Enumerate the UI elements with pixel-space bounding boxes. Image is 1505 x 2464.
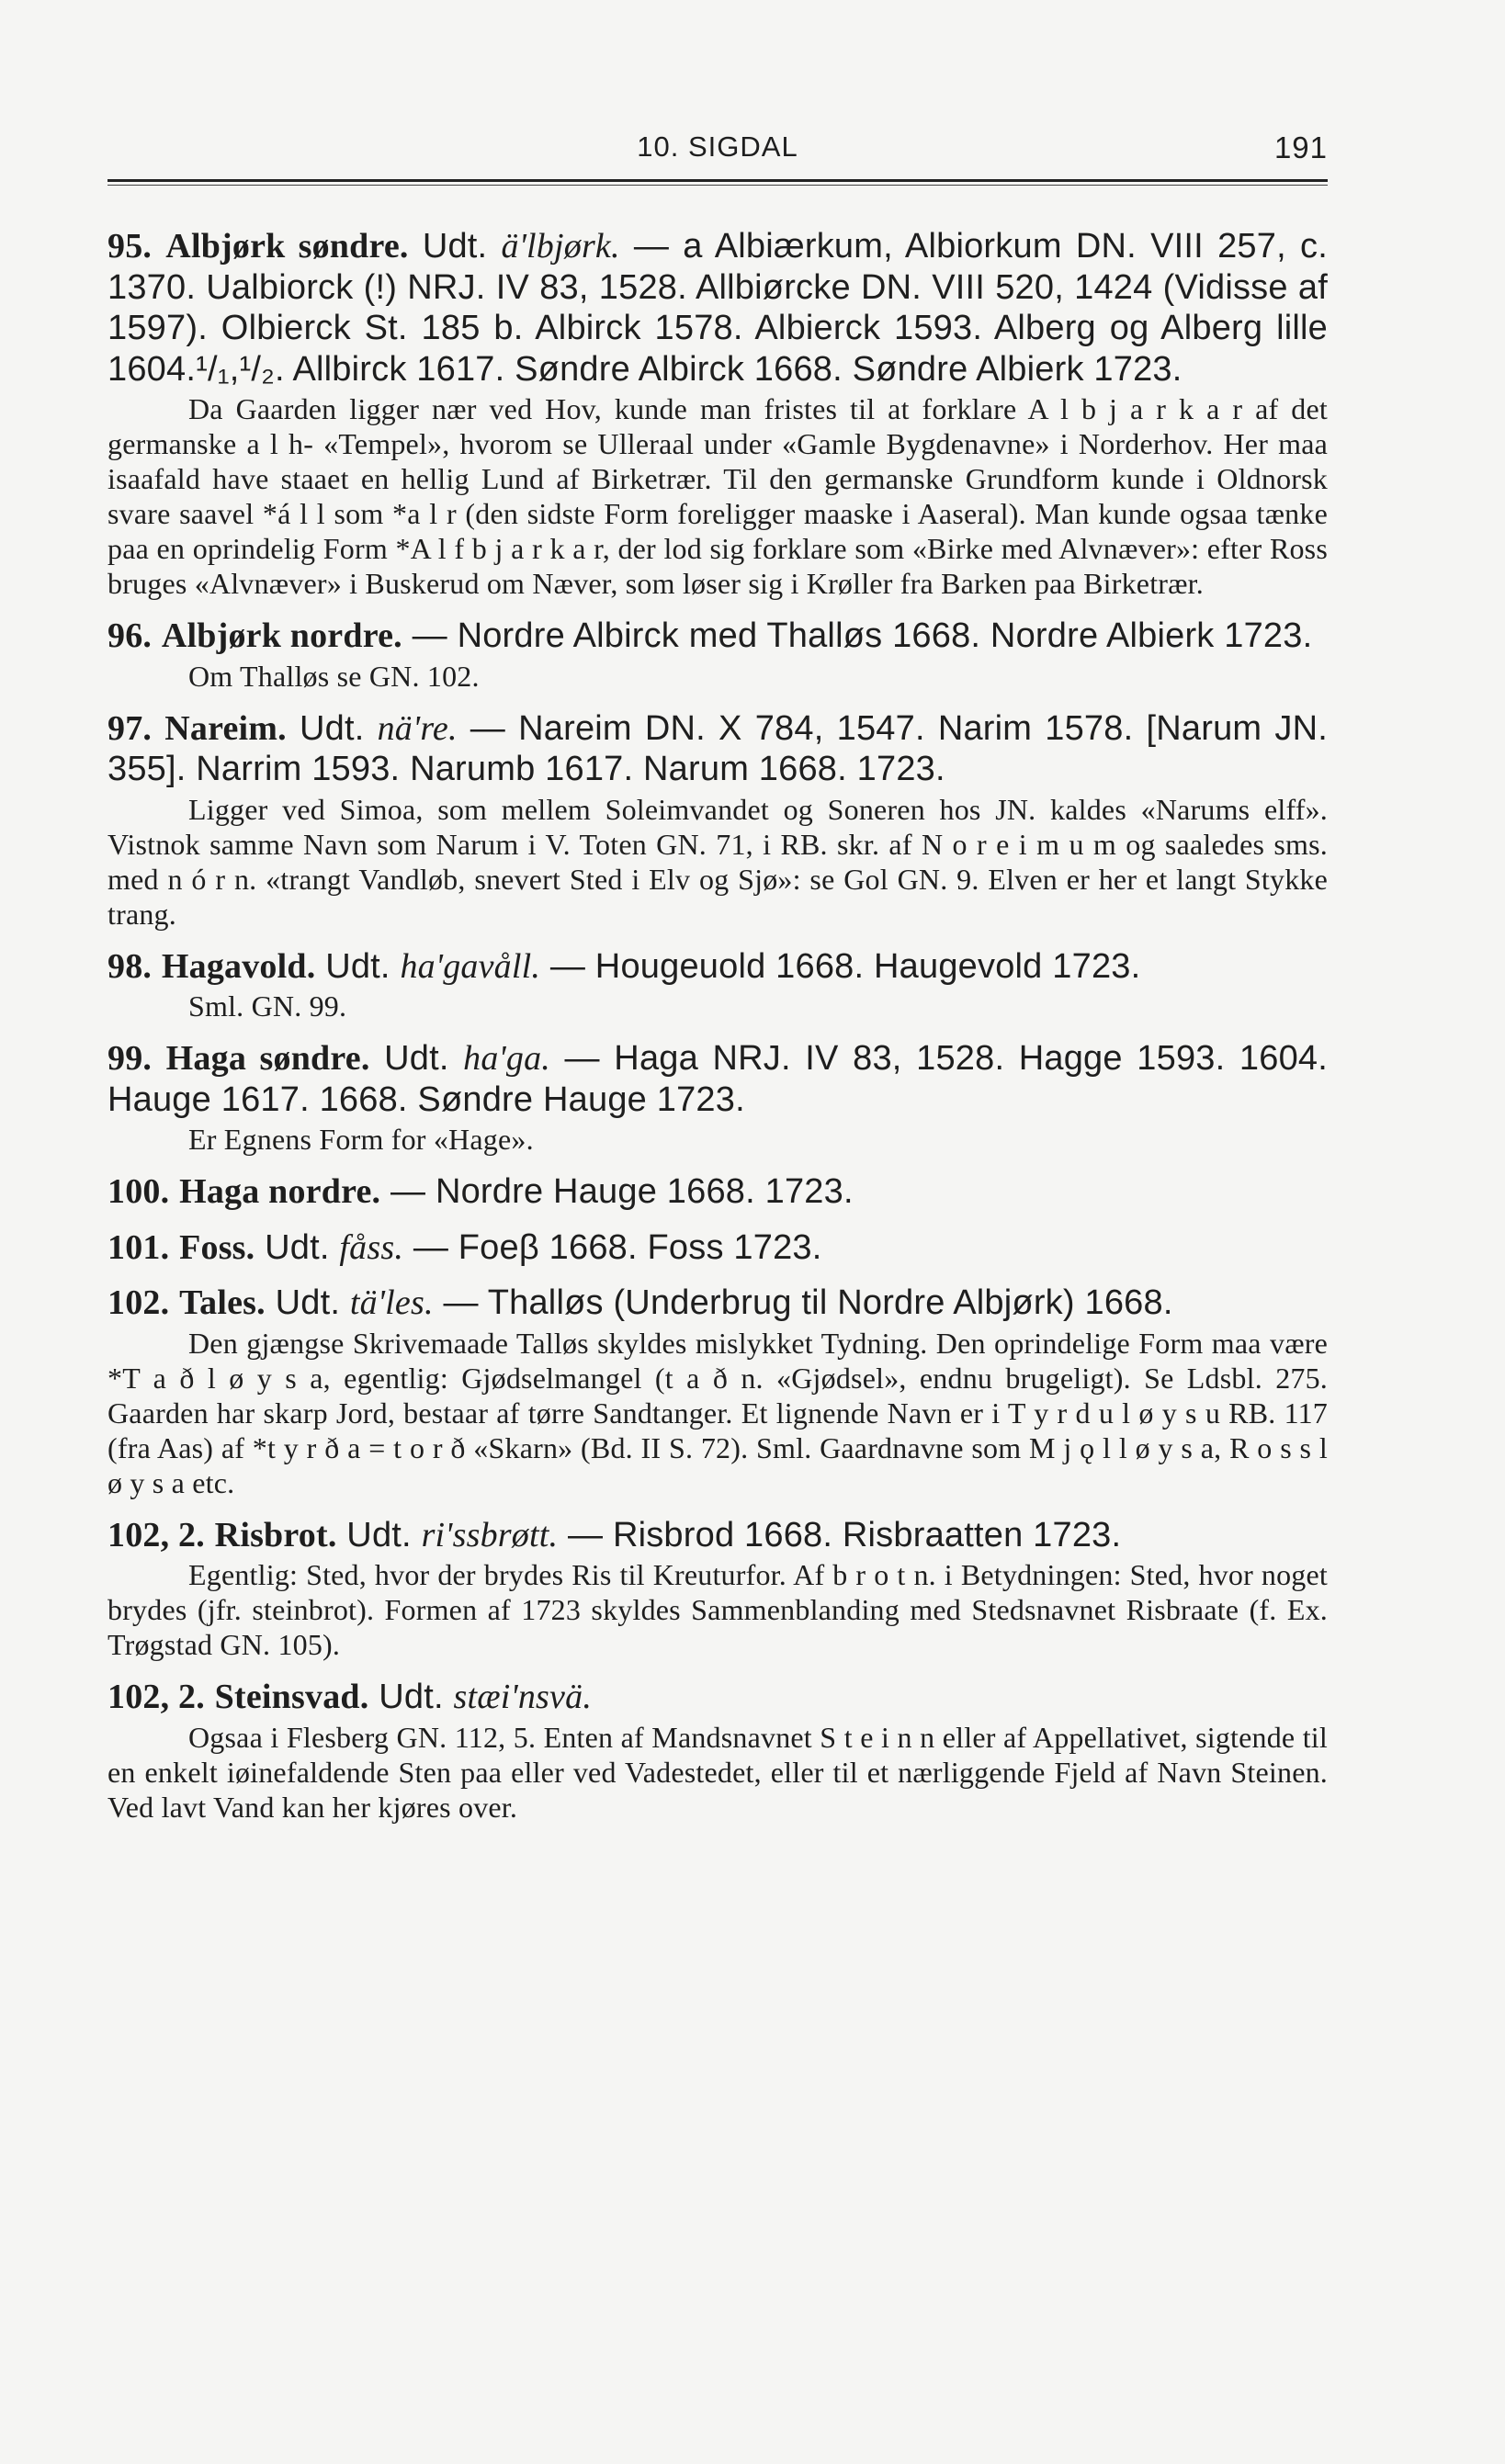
entry xyxy=(108,946,1328,1024)
entry-heading xyxy=(108,1171,1328,1213)
farm-name: Albjørk søndre. xyxy=(165,227,409,266)
entry-number: 95. xyxy=(108,227,153,266)
entry-number: 101. xyxy=(108,1227,170,1267)
historical-forms: — a Albiærkum, Albiorkum DN. VIII 257, c. 1370. Ualbiorck (!) NRJ. IV 83, 1528. Allbiørcke DN. VIII 520, 1424 (Vidisse af 1597). Olbierck St. 185 b. Albirck 1578. Albierck 1593. Alberg og Alberg lille 1604.¹/₁,¹/₂. Allbirck 1617. Søndre Albirck 1668. Søndre Albierk 1723. xyxy=(108,227,1328,389)
pronunciation-label: Udt. xyxy=(275,1283,341,1322)
historical-forms: — Foeβ 1668. Foss 1723. xyxy=(413,1227,822,1267)
entry-list xyxy=(108,226,1328,1825)
entry-heading xyxy=(108,1677,1328,1718)
pronunciation-label: Udt. xyxy=(346,1515,412,1554)
farm-name: Foss. xyxy=(179,1227,255,1267)
historical-forms: — Risbrod 1668. Risbraatten 1723. xyxy=(567,1515,1122,1554)
entry-heading xyxy=(108,946,1328,988)
pronunciation: ha'ga. xyxy=(463,1039,550,1078)
entry-number: 97. xyxy=(108,708,153,748)
historical-forms: — Nordre Albirck med Thalløs 1668. Nordre Albierk 1723. xyxy=(412,616,1313,655)
pronunciation-label: Udt. xyxy=(384,1039,449,1078)
pronunciation-label: Udt. xyxy=(422,227,488,266)
entry-heading xyxy=(108,1227,1328,1269)
entry xyxy=(108,616,1328,694)
pronunciation-label: Udt. xyxy=(265,1227,330,1267)
entry-commentary: Er Egnens Form for «Hage». xyxy=(188,1123,534,1156)
entry-heading xyxy=(108,616,1328,657)
document-page xyxy=(108,118,1328,1839)
farm-name: Nareim. xyxy=(164,708,287,748)
entry-commentary: Den gjængse Skrivemaade Talløs skyldes mislykket Tydning. Den oprindelige Form maa være *T a ð l ø y s a, egentlig: Gjødselmangel (t a ð n. «Gjødsel», endnu brugeligt). Se Ldsbl. 275. Gaarden har skarp Jord, bestaar af tørre Sandtanger. Et lignende Navn er i T y r d u l ø y s u RB. 117 (fra Aas) af *t y r ð a = t o r ð «Skarn» (Bd. II S. 72). Sml. Gaardnavne som M j ǫ l l ø y s a, R o s s l ø y s a etc. xyxy=(108,1326,1328,1499)
pronunciation: nä're. xyxy=(377,708,458,748)
entry-commentary: Ligger ved Simoa, som mellem Soleimvandet og Soneren hos JN. kaldes «Narums elff». Vistnok samme Navn som Narum i V. Toten GN. 71, i RB. skr. af N o r e i m u m og saaledes sms. med n ó r n. «trangt Vandløb, snevert Sted i Elv og Sjø»: se Gol GN. 9. Elven er her et langt Stykke trang. xyxy=(108,792,1328,931)
historical-forms: — Thalløs (Underbrug til Nordre Albjørk) 1668. xyxy=(443,1283,1173,1322)
farm-name: Haga søndre. xyxy=(165,1039,370,1078)
entry-commentary: Om Thalløs se GN. 102. xyxy=(188,659,480,693)
historical-forms: — Nareim DN. X 784, 1547. Narim 1578. [Narum JN. 355]. Narrim 1593. Narumb 1617. Narum 1668. 1723. xyxy=(108,708,1328,788)
pronunciation-label: Udt. xyxy=(325,946,390,986)
farm-name: Albjørk nordre. xyxy=(161,616,402,655)
entry-commentary: Da Gaarden ligger nær ved Hov, kunde man fristes til at forklare A l b j a r k a r af det germanske a l h- «Tempel», hvorom se Ulleraal under «Gamle Bygdenavne» i Norderhov. Her maa isaafald have staaet en hellig Lund af Birketrær. Til den germanske Grundform kunde i Oldnorsk svare saavel *á l l som *a l r (den sidste Form foreligger maaske i Aaseral). Man kunde ogsaa tænke paa en oprindelig Form *A l f b j a r k a r, der lod sig forklare som «Birke med Alvnæver»: efter Ross bruges «Alvnæver» i Buskerud om Næver, som løser sig i Krøller fra Barken paa Birketrær. xyxy=(108,392,1328,600)
entry-number: 99. xyxy=(108,1039,153,1078)
pronunciation: tä'les. xyxy=(349,1283,434,1322)
entry xyxy=(108,1227,1328,1269)
entry xyxy=(108,226,1328,601)
entry-heading xyxy=(108,1515,1328,1556)
historical-forms: — Haga NRJ. IV 83, 1528. Hagge 1593. 1604. Hauge 1617. 1668. Søndre Hauge 1723. xyxy=(108,1039,1329,1119)
pronunciation: ä'lbjørk. xyxy=(501,227,620,266)
pronunciation: ri'ssbrøtt. xyxy=(421,1515,559,1554)
entry-heading xyxy=(108,708,1328,790)
entry xyxy=(108,1677,1328,1825)
entry-number: 98. xyxy=(108,946,153,986)
entry-heading xyxy=(108,1283,1328,1324)
entry xyxy=(108,1171,1328,1213)
entry-number: 102. xyxy=(108,1283,170,1322)
chapter-title: 10. SIGDAL xyxy=(637,130,798,163)
entry-number: 102, 2. xyxy=(108,1515,205,1554)
farm-name: Steinsvad. xyxy=(214,1678,369,1716)
farm-name: Tales. xyxy=(179,1283,266,1322)
entry-heading xyxy=(108,226,1328,390)
entry-heading xyxy=(108,1038,1328,1120)
entry-commentary: Ogsaa i Flesberg GN. 112, 5. Enten af Mandsnavnet S t e i n n eller af Appellativet, sigtende til en enkelt iøinefaldende Sten paa eller ved Vadestedet, eller til et nærliggende Fjeld af Navn Steinen. Ved lavt Vand kan her kjøres over. xyxy=(108,1720,1328,1824)
entry-commentary: Sml. GN. 99. xyxy=(188,989,347,1023)
pronunciation-label: Udt. xyxy=(299,708,365,748)
running-header xyxy=(108,118,1328,173)
farm-name: Hagavold. xyxy=(161,946,316,986)
farm-name: Risbrot. xyxy=(214,1515,337,1554)
entry xyxy=(108,708,1328,932)
header-rule-thin xyxy=(108,185,1328,186)
entry-number: 96. xyxy=(108,616,153,655)
entry-number: 102, 2. xyxy=(108,1678,205,1716)
pronunciation: stæi'nsvä. xyxy=(453,1678,593,1716)
entry xyxy=(108,1038,1328,1157)
pronunciation: ha'gavåll. xyxy=(400,946,541,986)
entry-number: 100. xyxy=(108,1172,170,1211)
pronunciation: fåss. xyxy=(339,1227,404,1267)
farm-name: Haga nordre. xyxy=(179,1172,381,1211)
pronunciation-label: Udt. xyxy=(379,1678,444,1716)
entry xyxy=(108,1283,1328,1500)
header-rule xyxy=(108,179,1328,182)
historical-forms: — Hougeuold 1668. Haugevold 1723. xyxy=(549,946,1141,986)
entry-commentary: Egentlig: Sted, hvor der brydes Ris til Kreuturfor. Af b r o t n. i Betydningen: Sted, hvor noget brydes (jfr. steinbrot). Formen af 1723 skyldes Sammenblanding med Stedsnavnet Risbraate (f. Ex. Trøgstad GN. 105). xyxy=(108,1558,1328,1661)
historical-forms: — Nordre Hauge 1668. 1723. xyxy=(390,1172,854,1211)
entry xyxy=(108,1515,1328,1663)
page-number: 191 xyxy=(1273,130,1328,164)
